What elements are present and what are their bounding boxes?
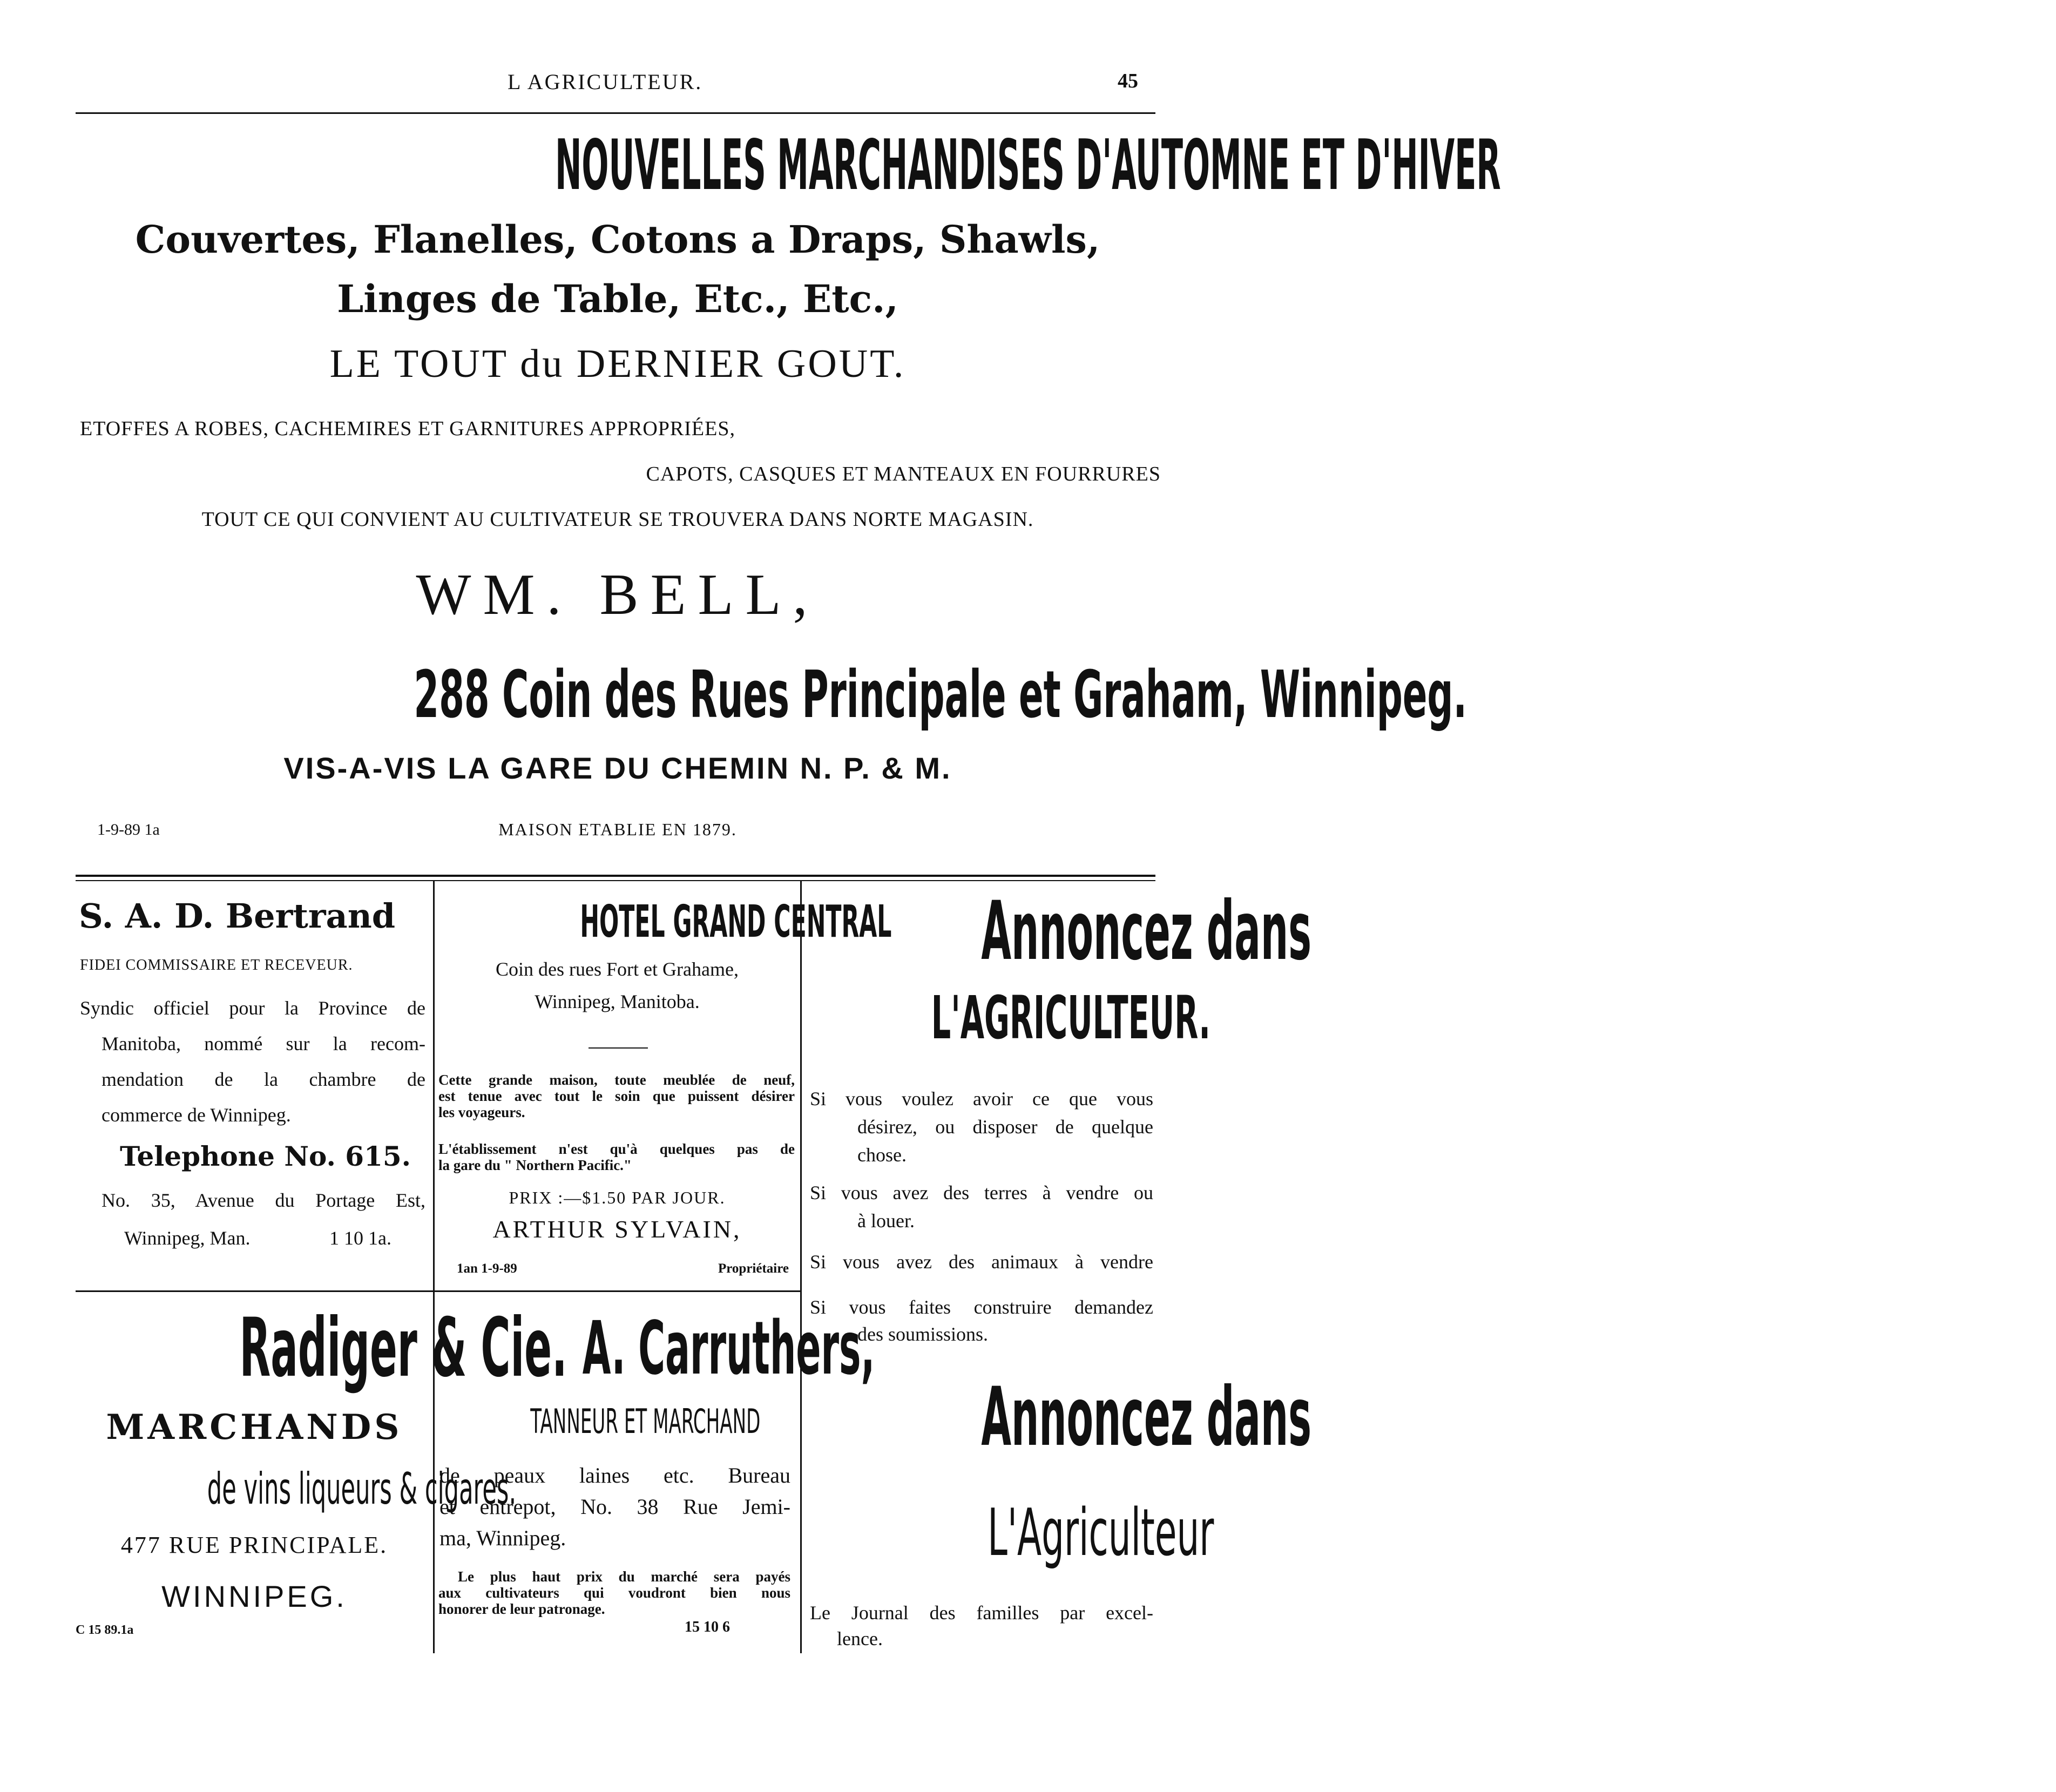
page-number: 45	[1118, 70, 1138, 92]
bertrand-line-1: Syndic officiel pour la Province de	[80, 997, 425, 1019]
radiger-name-row	[76, 1301, 567, 1395]
bertrand-code: 1 10 1a.	[329, 1227, 391, 1249]
column-divider-left	[433, 881, 435, 1653]
annoncez2-headline: Annoncez dans	[981, 1370, 1312, 1464]
middle-column-rule	[435, 1290, 800, 1292]
radiger-name: Radiger & Cie.	[239, 1301, 567, 1395]
carruthers-promo-3: honorer de leur patronage.	[438, 1601, 605, 1617]
annoncez1-item4-line2: des soumissions.	[857, 1323, 989, 1345]
bertrand-address-2: Winnipeg, Man.	[124, 1227, 251, 1249]
bertrand-line-2: Manitoba, nommé sur la recom-	[102, 1033, 425, 1054]
carruthers-code: 15 10 6	[685, 1619, 730, 1635]
bell-line-6: TOUT CE QUI CONVIENT AU CULTIVATEUR SE TROUVERA DANS NORTE MAGASIN.	[201, 508, 1034, 531]
left-column-rule	[76, 1290, 433, 1292]
annoncez1-paper-row	[802, 983, 1211, 1053]
bell-address-row	[0, 658, 1467, 733]
hotel-desc-1: Cette grande maison, toute meublée de neuf,	[438, 1072, 795, 1088]
annoncez1-paper: L'AGRICULTEUR.	[931, 983, 1211, 1052]
carruthers-body-3: ma, Winnipeg.	[439, 1526, 566, 1550]
header-rule	[76, 112, 1155, 114]
radiger-marchands: MARCHANDS	[106, 1407, 403, 1448]
radiger-code: C 15 89.1a	[76, 1623, 134, 1637]
annoncez1-item3: Si vous avez des animaux à vendre	[810, 1251, 1153, 1273]
bell-line-3: LE TOUT du DERNIER GOUT.	[329, 342, 906, 386]
hotel-owner-title: Propriétaire	[718, 1261, 789, 1276]
annoncez2-tagline-2: lence.	[837, 1628, 883, 1649]
bertrand-line-4: commerce de Winnipeg.	[102, 1104, 291, 1126]
annoncez1-item4-line1: Si vous faites construire demandez	[810, 1296, 1153, 1318]
radiger-goods: de vins liqueurs & cigares.	[207, 1464, 517, 1514]
radiger-goods-row	[76, 1463, 517, 1515]
carruthers-promo-2: aux cultivateurs qui voudront bien nous	[438, 1585, 790, 1601]
hotel-owner: ARTHUR SYLVAIN,	[492, 1215, 742, 1243]
hotel-desc-5: la gare du " Northern Pacific."	[438, 1157, 632, 1173]
bertrand-name: S. A. D. Bertrand	[79, 896, 396, 936]
annoncez1-item1-line3: chose.	[857, 1144, 907, 1166]
carruthers-trade-row	[436, 1402, 798, 1442]
annoncez1-item1-line2: désirez, ou disposer de quelque	[857, 1116, 1153, 1138]
bell-code: 1-9-89 1a	[97, 821, 160, 838]
bell-address: 288 Coin des Rues Principale et Graham, Winnipeg.	[414, 658, 1467, 733]
annoncez1-headline: Annoncez dans	[981, 884, 1312, 978]
bertrand-telephone: Telephone No. 615.	[120, 1140, 411, 1172]
carruthers-name-row	[436, 1306, 875, 1391]
carruthers-name: A. Carruthers,	[582, 1306, 875, 1391]
carruthers-body-2: et entrepot, No. 38 Rue Jemi-	[439, 1495, 790, 1519]
section-rule-bottom	[76, 880, 1155, 881]
bell-line-1: Couvertes, Flanelles, Cotons a Draps, Shawls,	[135, 217, 1100, 262]
bell-line-5: CAPOTS, CASQUES ET MANTEAUX EN FOURRURES	[646, 463, 1161, 485]
annoncez1-item2-line1: Si vous avez des terres à vendre ou	[810, 1182, 1153, 1203]
bell-line-4: ETOFFES A ROBES, CACHEMIRES ET GARNITURES APPROPRIÉES,	[80, 417, 735, 440]
annoncez2-paper: L'Agriculteur	[988, 1496, 1214, 1571]
bertrand-title: FIDEI COMMISSAIRE ET RECEVEUR.	[80, 957, 353, 973]
radiger-city: WINNIPEG.	[161, 1579, 347, 1613]
annoncez1-item2-line2: à louer.	[857, 1210, 915, 1232]
bertrand-line-3: mendation de la chambre de	[102, 1069, 425, 1090]
hotel-address-1: Coin des rues Fort et Grahame,	[496, 958, 739, 980]
bell-headline: NOUVELLES MARCHANDISES D'AUTOMNE ET D'HIVER	[555, 125, 1501, 206]
running-title: L AGRICULTEUR.	[508, 70, 703, 94]
radiger-address: 477 RUE PRINCIPALE.	[120, 1532, 388, 1558]
carruthers-trade: TANNEUR ET MARCHAND	[530, 1402, 761, 1441]
hotel-address-2: Winnipeg, Manitoba.	[535, 991, 700, 1012]
hotel-name: HOTEL GRAND CENTRAL	[580, 896, 892, 948]
section-rule-top	[76, 875, 1155, 877]
bertrand-address-1: No. 35, Avenue du Portage Est,	[102, 1189, 425, 1211]
annoncez2-tagline-1: Le Journal des familles par excel-	[810, 1602, 1153, 1624]
bell-established: MAISON ETABLIE EN 1879.	[498, 820, 737, 839]
bell-headline-row	[0, 125, 1501, 206]
bell-name: WM. BELL,	[416, 563, 820, 627]
hotel-divider	[589, 1047, 648, 1049]
carruthers-promo-1: Le plus haut prix du marché sera payés	[458, 1568, 790, 1585]
annoncez1-item1-line1: Si vous voulez avoir ce que vous	[810, 1088, 1153, 1110]
hotel-code: 1an 1-9-89	[457, 1261, 517, 1276]
carruthers-body-1: de peaux laines etc. Bureau	[439, 1463, 790, 1487]
hotel-desc-3: les voyageurs.	[438, 1104, 525, 1120]
bell-line-2: Linges de Table, Etc., Etc.,	[337, 276, 898, 321]
annoncez2-headline-row	[802, 1370, 1312, 1464]
annoncez2-paper-row	[802, 1496, 1214, 1571]
bell-vis-a-vis: VIS-A-VIS LA GARE DU CHEMIN N. P. & M.	[283, 751, 952, 785]
column-divider-right	[800, 881, 802, 1653]
hotel-desc-4: L'établissement n'est qu'à quelques pas de	[438, 1141, 795, 1157]
hotel-desc-2: est tenue avec tout le soin que puissent désirer	[438, 1088, 795, 1104]
hotel-name-row	[436, 896, 892, 948]
annoncez1-headline-row	[802, 884, 1312, 978]
hotel-price: PRIX :—$1.50 PAR JOUR.	[509, 1188, 726, 1207]
